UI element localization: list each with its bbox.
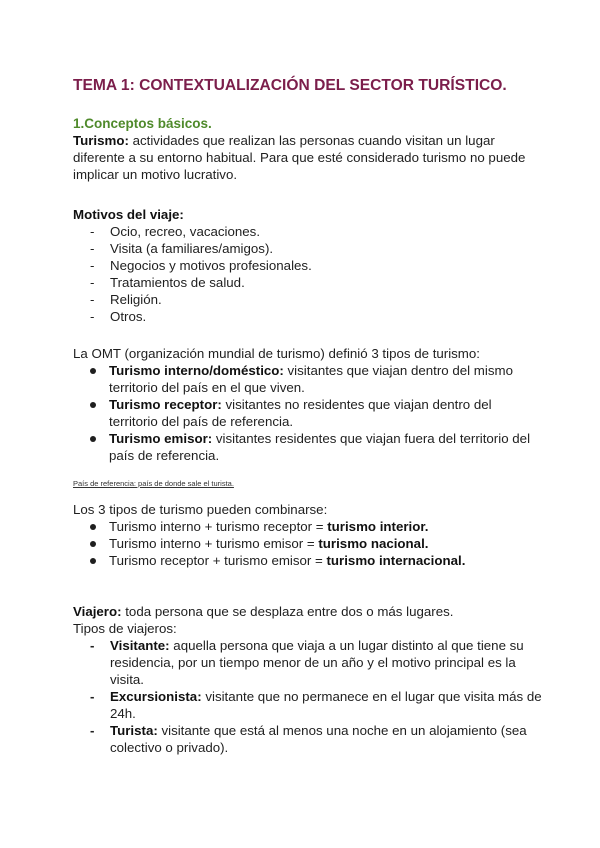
list-item — [90, 637, 543, 688]
section-heading: 1.Conceptos básicos. — [73, 116, 212, 131]
omt-term: Turismo receptor: — [109, 397, 222, 412]
list-item — [89, 396, 543, 430]
turismo-term: Turismo: — [73, 133, 129, 148]
list-item: - Tratamientos de salud. — [90, 274, 543, 291]
list-item: - Religión. — [90, 291, 543, 308]
viajero-type-text: visitante que no permanece en el lugar que visita más de 24h. — [110, 689, 542, 721]
omt-text: visitantes que viajan dentro del mismo territorio del país en el que viven. — [109, 363, 513, 395]
motivos-heading — [73, 206, 543, 223]
omt-text: visitantes no residentes que viajan dentro del territorio del país de referencia. — [109, 397, 492, 429]
list-item: - Negocios y motivos profesionales. — [90, 257, 543, 274]
list-item — [90, 722, 543, 756]
list-item — [89, 552, 543, 569]
list-item — [89, 518, 543, 535]
motivos-heading-text: Motivos del viaje: — [73, 207, 184, 222]
viajero-type-term: Excursionista: — [110, 689, 202, 704]
combinar-intro: Los 3 tipos de turismo pueden combinarse: — [73, 502, 328, 517]
motivos-list — [73, 223, 543, 325]
list-item — [89, 535, 543, 552]
viajero-term: Viajero: — [73, 604, 122, 619]
omt-text: visitantes residentes que viajan fuera del territorio del país de referencia. — [109, 431, 531, 463]
combinar-result: turismo internacional. — [326, 553, 466, 568]
list-item — [90, 688, 543, 722]
turismo-definition — [73, 132, 543, 183]
list-item: - Ocio, recreo, vacaciones. — [90, 223, 543, 240]
page-title: TEMA 1: CONTEXTUALIZACIÓN DEL SECTOR TURÍSTICO. — [73, 77, 507, 94]
viajero-type-term: Turista: — [110, 723, 158, 738]
combinar-result: turismo interior. — [327, 519, 429, 534]
list-item — [89, 362, 543, 396]
viajero-definition — [73, 603, 543, 620]
omt-term: Turismo interno/doméstico: — [109, 363, 284, 378]
viajero-text: toda persona que se desplaza entre dos o más lugares. — [121, 604, 454, 619]
combinar-text: Turismo interno + turismo emisor = — [109, 536, 319, 551]
footnote: País de referencia: país de donde sale el turista. — [73, 479, 234, 488]
list-item — [89, 430, 543, 464]
viajero-type-text: aquella persona que viaja a un lugar distinto al que tiene su residencia, por un tiempo menor de un año y el motivo principal es la visita. — [110, 638, 524, 687]
document-content — [73, 76, 543, 756]
viajero-type-text: visitante que está al menos una noche en un alojamiento (sea colectivo o privado). — [110, 723, 527, 755]
list-item: - Otros. — [90, 308, 543, 325]
combinar-result: turismo nacional. — [318, 536, 429, 551]
omt-list — [73, 362, 543, 464]
tipos-viajeros: Tipos de viajeros: — [73, 621, 177, 636]
omt-term: Turismo emisor: — [109, 431, 213, 446]
combinar-list — [73, 518, 543, 569]
combinar-text: Turismo interno + turismo receptor = — [109, 519, 328, 534]
turismo-text: actividades que realizan las personas cuando visitan un lugar diferente a su entorno habitual. Para que esté considerado turismo no puede implicar un motivo lucrativo. — [73, 133, 526, 182]
combinar-text: Turismo receptor + turismo emisor = — [109, 553, 327, 568]
omt-intro: La OMT (organización mundial de turismo) definió 3 tipos de turismo: — [73, 346, 480, 361]
list-item: - Visita (a familiares/amigos). — [90, 240, 543, 257]
viajero-type-term: Visitante: — [110, 638, 170, 653]
viajeros-list — [73, 637, 543, 756]
